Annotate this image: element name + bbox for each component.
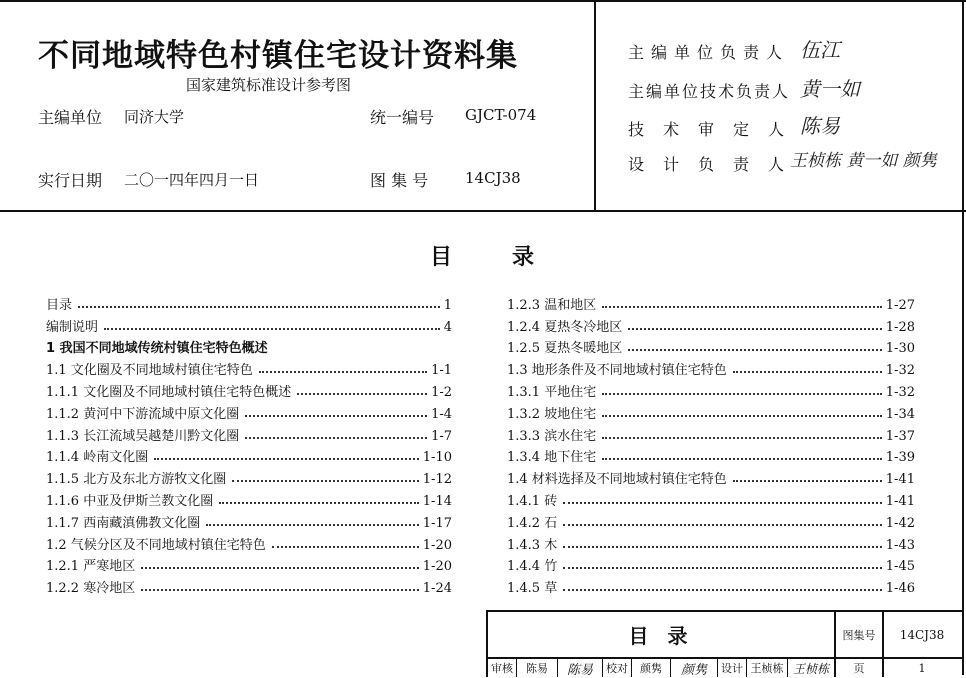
unified-no-label: 统一编号 [370, 108, 435, 127]
toc-entry-page: 1-12 [422, 472, 452, 488]
toc-entry-page: 1-42 [885, 515, 915, 531]
toc-entry-page: 1-32 [885, 363, 915, 379]
atlas-subtitle: 国家建筑标准设计参考图 [186, 76, 352, 94]
toc-entry[interactable] [46, 509, 452, 531]
toc-entry-label: 编制说明 [46, 319, 99, 335]
toc-leader-dots [78, 306, 440, 308]
toc-entry-page: 1 [443, 297, 452, 313]
design-signature: 王桢栋 [792, 661, 829, 676]
toc-entry-label: 1.2.4 夏热冬冷地区 [507, 319, 623, 335]
toc-entry-label: 1.4 材料选择及不同地域村镇住宅特色 [507, 472, 727, 488]
toc-leader-dots [602, 306, 882, 308]
toc-entry[interactable] [507, 465, 915, 487]
check-signature: 颜隽 [680, 662, 707, 678]
toc-entry-label: 1.4.3 木 [507, 537, 558, 553]
toc-entry[interactable] [46, 444, 452, 466]
toc-entry-label: 1.3.2 坡地住宅 [507, 406, 597, 422]
editor-value: 同济大学 [124, 108, 185, 126]
toc-entry-label: 1 我国不同地域传统村镇住宅特色概述 [46, 341, 268, 357]
toc-entry[interactable] [507, 356, 915, 378]
toc-entry[interactable] [507, 378, 915, 400]
toc-right-column [507, 291, 915, 596]
toc-entry-page: 1-45 [885, 559, 915, 575]
toc-entry[interactable] [46, 291, 452, 313]
toc-leader-dots [563, 567, 882, 569]
review-label: 审核 [491, 662, 513, 675]
page-right-border [962, 0, 964, 675]
toc-entry[interactable] [46, 378, 452, 400]
toc-entry-page: 1-10 [422, 450, 452, 466]
toc-entry-label: 1.1.3 长江流域吴越楚川黔文化圈 [46, 428, 240, 444]
toc-entry-label: 1.1.5 北方及东北方游牧文化圈 [46, 472, 227, 488]
toc-entry[interactable] [507, 531, 915, 553]
toc-entry-page: 1-41 [885, 472, 915, 488]
toc-leader-dots [104, 328, 440, 330]
toc-leader-dots [602, 458, 882, 460]
toc-leader-dots [602, 415, 882, 417]
toc-entry-label: 1.4.5 草 [507, 581, 558, 597]
check-label: 校对 [606, 662, 628, 675]
atlas-title: 不同地域特色村镇住宅设计资料集 [38, 38, 518, 74]
toc-entry-page: 1-27 [885, 297, 915, 313]
toc-entry-label: 1.2.5 夏热冬暖地区 [507, 341, 623, 357]
signature-technical-review: 陈易 [800, 114, 840, 138]
toc-entry[interactable] [507, 509, 915, 531]
editor-label: 主编单位 [38, 108, 103, 127]
toc-entry-page: 1-39 [885, 450, 915, 466]
toc-entry-page: 1-17 [422, 515, 452, 531]
toc-entry[interactable] [46, 553, 452, 575]
sheet-title: 目 录 [628, 624, 694, 648]
toc-entry-page: 1-43 [885, 537, 915, 553]
date-value: 二〇一四年四月一日 [124, 171, 260, 189]
toc-entry-label: 目录 [46, 297, 73, 313]
toc-entry[interactable] [46, 487, 452, 509]
toc-leader-dots [141, 589, 419, 591]
toc-leader-dots [141, 567, 419, 569]
toc-leader-dots [563, 589, 882, 591]
toc-entry-label: 1.4.1 砖 [507, 493, 558, 509]
toc-entry-label: 1.4.4 竹 [507, 559, 558, 575]
toc-entry[interactable] [46, 356, 452, 378]
title-block [486, 610, 964, 677]
toc-entry[interactable] [507, 487, 915, 509]
resp-label-design-lead: 设计负责人 [628, 155, 804, 174]
toc-entry-label: 1.3.3 滨水住宅 [507, 428, 597, 444]
toc-entry-page: 1-2 [431, 384, 452, 400]
toc-entry-label: 1.2.3 温和地区 [507, 297, 597, 313]
toc-entry-page: 1-1 [431, 363, 452, 379]
date-label: 实行日期 [38, 171, 103, 190]
signature-design-lead: 王桢栋 黄一如 颜隽 [790, 151, 937, 171]
atlas-no-label: 图 集 号 [370, 171, 429, 190]
toc-entry-page: 1-4 [431, 406, 452, 422]
toc-entry-page: 4 [443, 319, 452, 335]
toc-entry-page: 1-37 [885, 428, 915, 444]
toc-entry[interactable] [507, 553, 915, 575]
review-signature: 陈易 [566, 662, 593, 678]
resp-label-technical-review: 技术审定人 [628, 120, 804, 139]
toc-entry[interactable] [507, 291, 915, 313]
toc-leader-dots [563, 524, 882, 526]
toc-entry[interactable] [46, 531, 452, 553]
toc-entry[interactable] [46, 313, 452, 335]
toc-entry-page: 1-28 [885, 319, 915, 335]
toc-entry-page: 1-46 [885, 581, 915, 597]
toc-leader-dots [602, 393, 882, 395]
toc-leader-dots [272, 546, 419, 548]
page-value: 1 [918, 661, 926, 675]
toc-entry-page: 1-30 [885, 341, 915, 357]
toc-entry-page: 1-32 [885, 384, 915, 400]
toc-entry[interactable] [507, 574, 915, 596]
atlas-no-value: 14CJ38 [465, 169, 521, 187]
toc-entry-label: 1.2.2 寒冷地区 [46, 581, 136, 597]
toc-entry-page: 1-20 [422, 537, 452, 553]
toc-leader-dots [154, 458, 419, 460]
page-label: 页 [853, 662, 865, 675]
toc-leader-dots [219, 502, 419, 504]
toc-leader-dots [628, 349, 882, 351]
title-block-atlas-no-label: 图集号 [842, 628, 876, 642]
check-name: 颜隽 [640, 662, 662, 675]
toc-entry[interactable] [507, 335, 915, 357]
toc-entry[interactable] [46, 465, 452, 487]
toc-entry-label: 1.1 文化圈及不同地域村镇住宅特色 [46, 363, 253, 379]
toc-left-column [46, 291, 452, 596]
toc-entry-label: 1.3.1 平地住宅 [507, 384, 597, 400]
toc-leader-dots [206, 524, 419, 526]
toc-entry-page: 1-24 [422, 581, 452, 597]
toc-entry-label: 1.1.2 黄河中下游流域中原文化圈 [46, 406, 240, 422]
toc-leader-dots [628, 328, 882, 330]
toc-leader-dots [297, 393, 427, 395]
design-name: 王桢栋 [750, 662, 784, 675]
signature-tech-chief: 黄一如 [800, 77, 860, 101]
toc-entry-label: 1.1.1 文化圈及不同地域村镇住宅特色概述 [46, 384, 292, 400]
toc-leader-dots [245, 415, 427, 417]
toc-entry-label: 1.3 地形条件及不同地域村镇住宅特色 [507, 363, 727, 379]
toc-heading-left: 目 [430, 244, 453, 270]
toc-entry-label: 1.1.4 岭南文化圈 [46, 450, 149, 466]
review-name: 陈易 [526, 662, 548, 675]
title-block-atlas-no-value: 14CJ38 [899, 627, 945, 642]
toc-leader-dots [259, 371, 427, 373]
toc-entry[interactable] [507, 444, 915, 466]
toc-entry[interactable] [507, 400, 915, 422]
toc-leader-dots [563, 502, 882, 504]
toc-entry-label: 1.3.4 地下住宅 [507, 450, 597, 466]
header-divider [0, 210, 966, 212]
resp-label-chief-unit: 主编单位负责人 [628, 43, 790, 62]
toc-heading-right: 录 [512, 244, 535, 270]
toc-entry[interactable] [46, 422, 452, 444]
resp-label-tech-chief: 主编单位技术负责人 [628, 82, 791, 101]
toc-entry-page: 1-41 [885, 493, 915, 509]
toc-entry-page: 1-14 [422, 493, 452, 509]
toc-entry-label: 1.2.1 严寒地区 [46, 559, 136, 575]
toc-leader-dots [563, 546, 882, 548]
design-label: 设计 [721, 662, 743, 675]
toc-leader-dots [232, 480, 419, 482]
toc-entry-label: 1.1.7 西南藏滇佛教文化圈 [46, 515, 201, 531]
toc-entry-label: 1.4.2 石 [507, 515, 558, 531]
toc-entry-page: 1-20 [422, 559, 452, 575]
signature-chief-unit: 伍江 [800, 38, 840, 62]
header-column-divider [594, 0, 596, 211]
toc-entry-page: 1-7 [431, 428, 452, 444]
toc-entry-label: 1.2 气候分区及不同地域村镇住宅特色 [46, 537, 266, 553]
toc-entry[interactable] [46, 400, 452, 422]
toc-leader-dots [245, 437, 427, 439]
toc-leader-dots [733, 480, 882, 482]
toc-leader-dots [733, 371, 882, 373]
toc-entry[interactable] [46, 335, 452, 357]
toc-entry[interactable] [507, 422, 915, 444]
toc-leader-dots [602, 437, 882, 439]
toc-entry[interactable] [46, 574, 452, 596]
toc-entry-label: 1.1.6 中亚及伊斯兰教文化圈 [46, 493, 214, 509]
toc-entry[interactable] [507, 313, 915, 335]
unified-no-value: GJCT-074 [465, 106, 537, 124]
toc-entry-page: 1-34 [885, 406, 915, 422]
page-top-border [0, 0, 966, 2]
